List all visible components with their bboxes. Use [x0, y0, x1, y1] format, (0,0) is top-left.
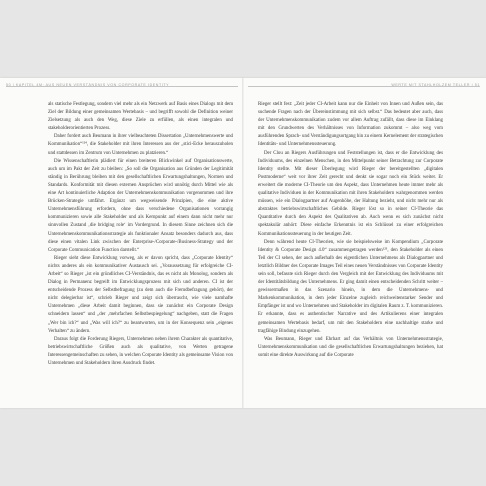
- left-page: [0, 78, 242, 408]
- left-header-rule: [6, 86, 238, 87]
- right-page: [244, 78, 486, 408]
- right-header-rule: [248, 86, 480, 87]
- right-running-head: WERTE MIT STAHLHOLZEM TELLER | 51: [391, 83, 480, 87]
- right-paragraph: Rieger stellt fest: „Zeit jeder CI-Arbeit kann nur die Einheit von Innen und Außen sein, das suchende Fragen nach der Übereinstimmung mit sich selbst.“ Das bedeutet aber auch, dass der Unternehmenskommunikation zudem vor allem Auftrag zufällt, dass diese im Einklang mit den Grundwerten des Verhältnisses von Information zukommt – also weg vom ausführenden Sprach- und Verständigungsortgang hin zu einem Kernelement der strategischen Identitäts- und Unternehmenssteuerung.: [258, 102, 443, 148]
- left-running-head: 50 | KAPITEL 4M: AUS NEUEN VERSTÄNDNIS VON CORPORATE IDENTITY: [6, 83, 170, 87]
- right-paragraph: Denn während heute CI-Theorien, wie sie beispielsweise im Kompendium „Corporate Identity & Corporate Design 4.0“ zusammengetragen werden¹²⁵, den Stakeholder als einen Teil der CI sehen, der auch außerhalb des eigentlichen Unternehmens als Dialogpartner und letztlich Bildner des Corporate Images Teil eines neuen Verständnisses von Corporate Identity sein soll, befasste sich Rieger durch den Vergleich mit der Entwicklung des Individuums mit der Identitätsbildung des Unternehmens. Er ging damit einen entscheidenden Schritt weiter – gewissermaßen in das Szenario hinein, in dem die Unternehmens- und Markenkommunikation, in dem jeder Einzelne zugleich reichweitenstarker Sender und Empfänger ist und wo Unternehmen und Stakeholder im digitalen Raum z. T. kommunizieren. Er erkannte, dass es authentischer Narrative und des Artikulierens einer integralen gemeinsamen Wertebasis bedarf, um mit den Stakeholdern eine nachhaltige starke und tragfähige Bindung einzugehen.: [258, 239, 443, 334]
- left-paragraph: Rieger sieht diese Entwicklung vorweg, als er davon spricht, dass „Corporate Identity“ nichts anderes als ein kommunikativer Austausch sei. „Voraussetzung für erfolgreiche CI-Arbeit“ so Rieger „ist ein gründliches CI-Verständnis, das es nicht als Monolog, sondern als Dialog in Permanenz begreift im Entwicklungsprozess mit sich und anderen. CI ist der entscheidende Prozess der Selbstbefragung (zu dem auch die Fremdbefragung gehört), der nicht delegierbar ist“, schrieb Rieger und zeigt sich überrascht, wie viele namhafte Unternehmen „diese Arbeit damit beginnen, dass sie zunächst ein Corporate Design schneidern lassen“ und „der ‚mehrfachen Selbstbespiegelung“ nachgeben, statt die Fragen „Wer bin ich?“ und „Was will ich?“ zu beantworten, um in der Konsequenz sein „eigenes Verhalten“ zu ändern.: [48, 255, 233, 334]
- left-paragraph: Daraus folgt die Forderung Riegers, Unternehmen neben ihrem Charakter als quantitative, betriebswirtschaftliche Größen auch als qualitative, von Werten getragene Interessengemeinschaften zu sehen, in welchen Corporate Identity als gemeinsame Vision von Unternehmen und Stakeholdern ihren Ausdruck findet.: [48, 336, 233, 366]
- right-paragraph: Der Clou an Riegers Ausführungen und Feststellungen ist, dass er die Entwicklung des Individuums, des einzelnen Menschen, in den Mittelpunkt seiner Betrachtung zur Corporate Identity stellte. Mit dieser Überlegung wird Rieger der bereitgestellten „digitalen Postmoderne“ weit vor ihrer Zeit gerecht und denkt sie sogar noch ein Stück weiter. Er erweitert die moderne CI-Theorie um den Aspekt, dass Unternehmen heute immer mehr als qualitative Individuen in der Kommunikation mit ihren Stakeholdern wahrgenommen werden müssen, wie ein Dialogpartner auf Augenhöhe, der Haltung bezieht, und nicht mehr nur als abstraktes betriebswirtschaftliches Gebilde. Rieger löst so in seiner CI-Theorie das Quantitative durch den Aspekt des Qualitativen ab. Auch wenn es sich zunächst nicht spektakulär anhört: Diese einfache Erkenntnis ist ein Schlüssel zu einer erfolgreichen Kommunikationssteuerung in der heutigen Zeit.: [258, 150, 443, 237]
- right-text-column: [258, 101, 443, 401]
- left-text-column: [48, 101, 233, 401]
- book-spread: [0, 78, 486, 408]
- left-paragraph: Die Wissenschaftlerin plädiert für einen breiteren Blickwinkel auf Organisationswerte, auch um im Pakt der Zeit zu bleiben: „So soll die Organisation aus Gründen der Legitimität ständig in Berührung bleiben mit den gesellschaftlichen Erwartungshaltungen, Normen und Standards. Konformität mit diesen externen Ansprüchen wird unnötig durch Mittel wie als eine Art kontinuierliche Adaption der Unternehmenskommunikation vorgenommen und ihre Brücken-Strategie umfährt. Ergänzt um wegweisende Prinzipien, die eine aktive Unternehmensführung erfordern, ohne dass verschiedene Organisationen vorrangig kommunizieren sowie alle Stakeholder und als Kernpunkt auf einem dann nicht mehr nur sinnvollen Zustand ‚die bridging role‘ im Vordergrund. In diesem Sinne zeichnen sich die Unternehmenskommunikationsstrategie als funktionaler Ansatz besonders dadurch aus, dass diese einen vitalen Link zwischen der Enterprise-/Corporate-/Business-Strategy und der Corporate Communication Function darstellt.“: [48, 158, 233, 253]
- left-paragraph: als statische Festlegung, sondern viel mehr als ein Netzwerk auf Basis eines Dialogs mit dem Ziel der Bildung einer gemeinsamen Wertebasis – und begrifft sowohl die Definition weiner Zielsetzung als auch den Weg, diese Ziele zu erfüllen, als einen integralen und stakeholderorientierten Prozess.: [48, 102, 233, 132]
- left-paragraph: Daher fordert auch Beumann in ihrer vielbeachteten Dissertation „Unternehmenswerte und Kommunikation“¹²⁴, die Stakeholder mit ihren Interessen aus der „stici-Ecke herauszuholen und stattdessen im Zentrum von Unternehmen zu platzieren.“: [48, 134, 233, 156]
- right-paragraph: Was Beumann, Rieger und Ehrhart auf das Verhältnis von Unternehmensstrategie, Unternehmenskommunikation und die gesellschaftlichen Erwartungshaltungen beziehen, hat somit eine direkte Auswirkung auf die Corporate: [258, 336, 443, 358]
